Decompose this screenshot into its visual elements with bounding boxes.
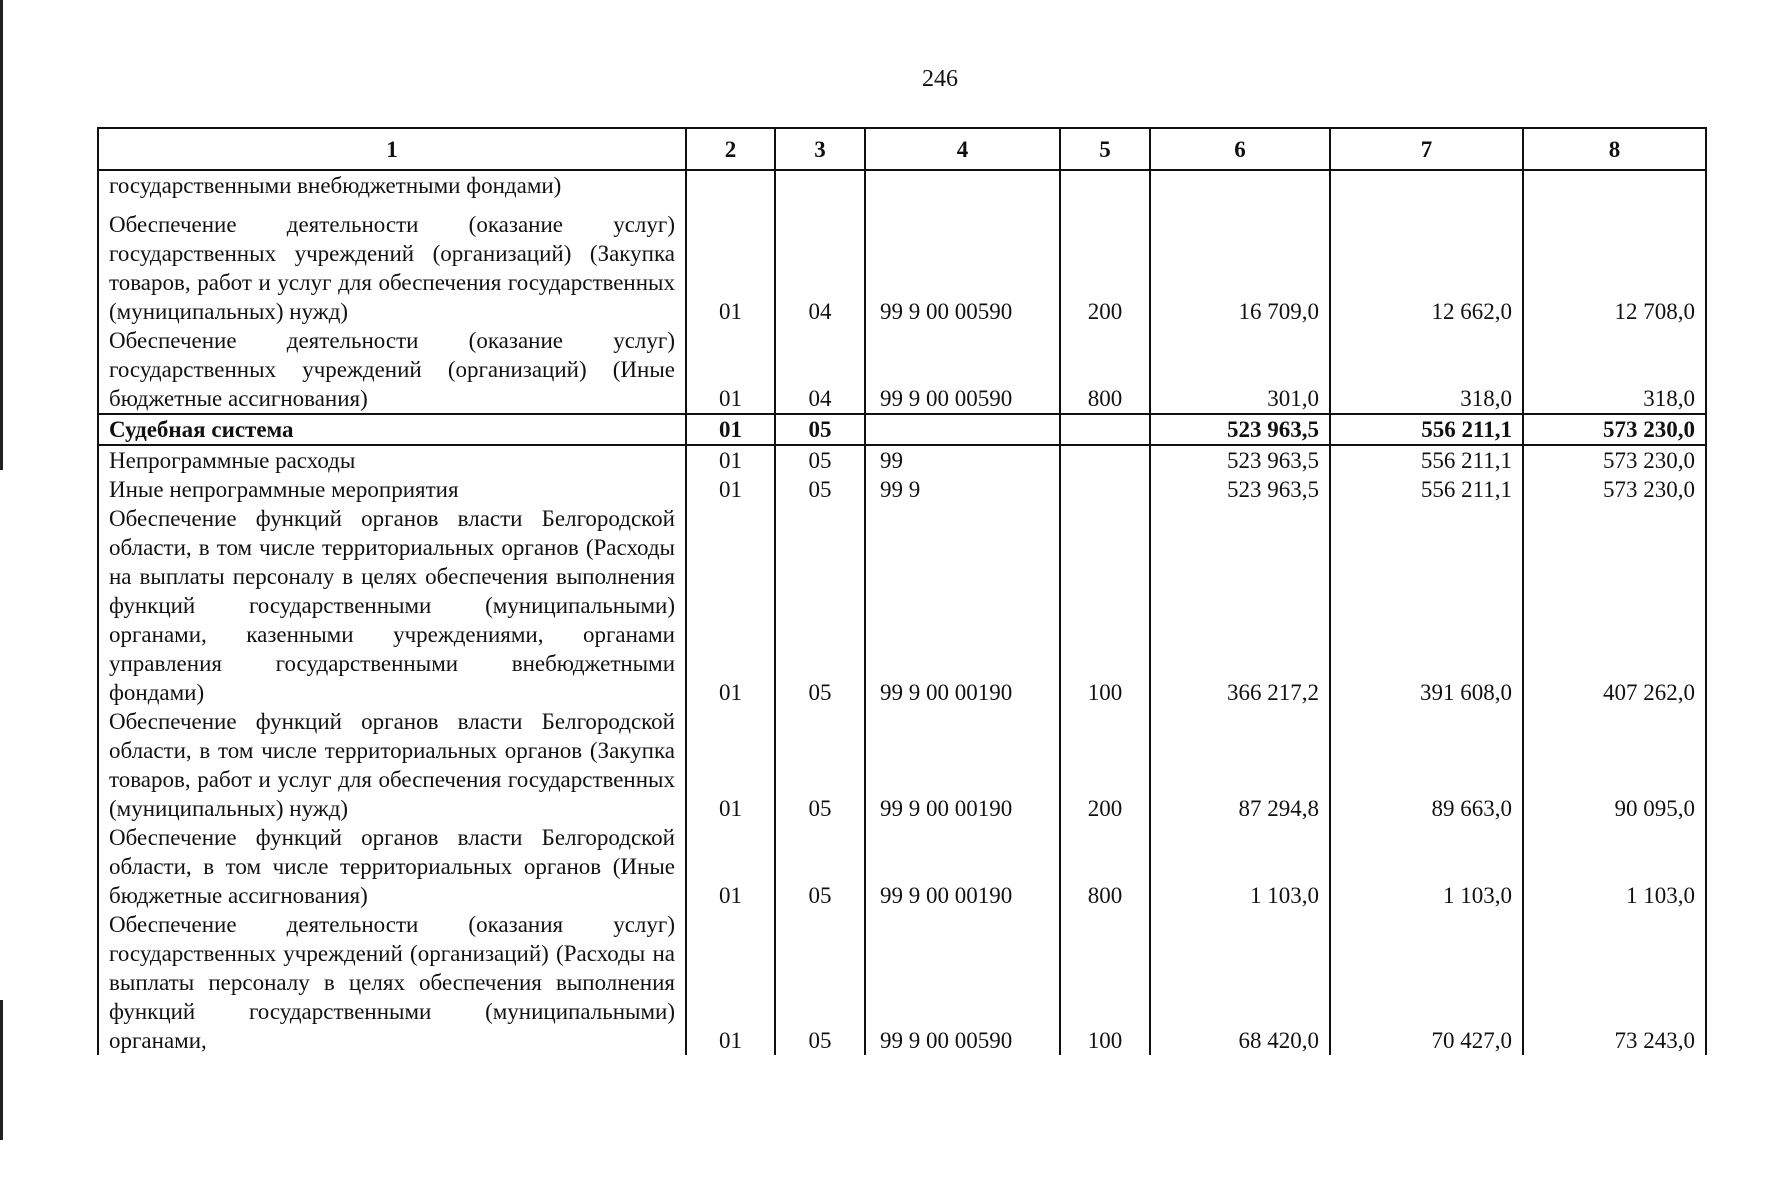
target-article-code: 99 9 <box>865 475 1060 504</box>
amount-col-6: 301,0 <box>1150 326 1330 414</box>
table-row <box>98 170 1706 210</box>
budget-table <box>97 127 1707 1055</box>
target-article-code: 99 9 00 00190 <box>865 504 1060 707</box>
subsection-code: 04 <box>775 326 865 414</box>
amount-col-8: 12 708,0 <box>1523 210 1706 326</box>
section-code: 01 <box>686 445 775 475</box>
target-article-code: 99 9 00 00190 <box>865 707 1060 823</box>
amount-col-8 <box>1523 170 1706 210</box>
amount-col-8: 1 103,0 <box>1523 823 1706 910</box>
row-description: Обеспечение деятельности (оказание услуг) государственных учреждений (организаций) (Закупка товаров, работ и услуг для обеспечения государственных (муниципальных) нужд) <box>98 210 686 326</box>
target-article-code: 99 9 00 00590 <box>865 910 1060 1055</box>
amount-col-6: 523 963,5 <box>1150 414 1330 445</box>
column-header: 5 <box>1060 128 1150 170</box>
row-description: Непрограммные расходы <box>98 445 686 475</box>
expense-type-code <box>1060 445 1150 475</box>
row-description: государственными внебюджетными фондами) <box>98 170 686 210</box>
expense-type-code: 200 <box>1060 707 1150 823</box>
amount-col-7: 12 662,0 <box>1330 210 1523 326</box>
section-code: 01 <box>686 475 775 504</box>
section-code: 01 <box>686 823 775 910</box>
scan-edge-line <box>0 1000 3 1140</box>
table-row <box>98 210 1706 326</box>
column-header: 8 <box>1523 128 1706 170</box>
section-code: 01 <box>686 326 775 414</box>
amount-col-6 <box>1150 170 1330 210</box>
subsection-code <box>775 170 865 210</box>
target-article-code <box>865 414 1060 445</box>
subsection-code: 04 <box>775 210 865 326</box>
amount-col-7: 556 211,1 <box>1330 445 1523 475</box>
amount-col-8: 407 262,0 <box>1523 504 1706 707</box>
section-code <box>686 170 775 210</box>
row-description: Обеспечение деятельности (оказания услуг) государственных учреждений (организаций) (Расходы на выплаты персоналу в целях обеспечения выполнения функций государственными (муниципальными) органами, <box>98 910 686 1055</box>
amount-col-7: 556 211,1 <box>1330 414 1523 445</box>
target-article-code: 99 <box>865 445 1060 475</box>
expense-type-code: 100 <box>1060 910 1150 1055</box>
target-article-code <box>865 170 1060 210</box>
table-row <box>98 326 1706 414</box>
amount-col-8: 318,0 <box>1523 326 1706 414</box>
amount-col-6: 87 294,8 <box>1150 707 1330 823</box>
amount-col-6: 1 103,0 <box>1150 823 1330 910</box>
column-header: 2 <box>686 128 775 170</box>
subsection-code: 05 <box>775 504 865 707</box>
table-row <box>98 504 1706 707</box>
column-header: 7 <box>1330 128 1523 170</box>
section-code: 01 <box>686 910 775 1055</box>
row-description: Обеспечение функций органов власти Белгородской области, в том числе территориальных органов (Расходы на выплаты персоналу в целях обеспечения выполнения функций государственными (муниципальными) органами, казенными учреждениями, органами управления государственными внебюджетными фондами) <box>98 504 686 707</box>
table-row <box>98 414 1706 445</box>
target-article-code: 99 9 00 00590 <box>865 326 1060 414</box>
section-code: 01 <box>686 414 775 445</box>
column-header: 6 <box>1150 128 1330 170</box>
expense-type-code <box>1060 170 1150 210</box>
amount-col-7: 556 211,1 <box>1330 475 1523 504</box>
amount-col-7 <box>1330 170 1523 210</box>
subsection-code: 05 <box>775 823 865 910</box>
amount-col-6: 523 963,5 <box>1150 475 1330 504</box>
expense-type-code: 800 <box>1060 823 1150 910</box>
amount-col-7: 1 103,0 <box>1330 823 1523 910</box>
subsection-code: 05 <box>775 707 865 823</box>
amount-col-7: 70 427,0 <box>1330 910 1523 1055</box>
amount-col-6: 366 217,2 <box>1150 504 1330 707</box>
target-article-code: 99 9 00 00590 <box>865 210 1060 326</box>
row-description: Судебная система <box>98 414 686 445</box>
expense-type-code: 100 <box>1060 504 1150 707</box>
column-header: 4 <box>865 128 1060 170</box>
amount-col-8: 573 230,0 <box>1523 445 1706 475</box>
amount-col-8: 573 230,0 <box>1523 414 1706 445</box>
subsection-code: 05 <box>775 910 865 1055</box>
amount-col-6: 523 963,5 <box>1150 445 1330 475</box>
subsection-code: 05 <box>775 475 865 504</box>
row-description: Обеспечение функций органов власти Белгородской области, в том числе территориальных органов (Иные бюджетные ассигнования) <box>98 823 686 910</box>
table-row <box>98 910 1706 1055</box>
row-description: Обеспечение деятельности (оказание услуг) государственных учреждений (организаций) (Иные бюджетные ассигнования) <box>98 326 686 414</box>
section-code: 01 <box>686 504 775 707</box>
expense-type-code <box>1060 414 1150 445</box>
row-description: Иные непрограммные мероприятия <box>98 475 686 504</box>
header-row <box>98 128 1706 170</box>
amount-col-6: 16 709,0 <box>1150 210 1330 326</box>
amount-col-8: 573 230,0 <box>1523 475 1706 504</box>
expense-type-code: 800 <box>1060 326 1150 414</box>
amount-col-7: 318,0 <box>1330 326 1523 414</box>
table-body <box>98 170 1706 1055</box>
page-number: 246 <box>922 66 958 92</box>
amount-col-7: 89 663,0 <box>1330 707 1523 823</box>
table-row <box>98 707 1706 823</box>
table-row <box>98 475 1706 504</box>
table-row <box>98 445 1706 475</box>
expense-type-code <box>1060 475 1150 504</box>
expense-type-code: 200 <box>1060 210 1150 326</box>
column-header: 3 <box>775 128 865 170</box>
table-row <box>98 823 1706 910</box>
amount-col-8: 73 243,0 <box>1523 910 1706 1055</box>
amount-col-6: 68 420,0 <box>1150 910 1330 1055</box>
subsection-code: 05 <box>775 445 865 475</box>
section-code: 01 <box>686 210 775 326</box>
column-header: 1 <box>98 128 686 170</box>
section-code: 01 <box>686 707 775 823</box>
target-article-code: 99 9 00 00190 <box>865 823 1060 910</box>
subsection-code: 05 <box>775 414 865 445</box>
row-description: Обеспечение функций органов власти Белгородской области, в том числе территориальных органов (Закупка товаров, работ и услуг для обеспечения государственных (муниципальных) нужд) <box>98 707 686 823</box>
amount-col-7: 391 608,0 <box>1330 504 1523 707</box>
amount-col-8: 90 095,0 <box>1523 707 1706 823</box>
